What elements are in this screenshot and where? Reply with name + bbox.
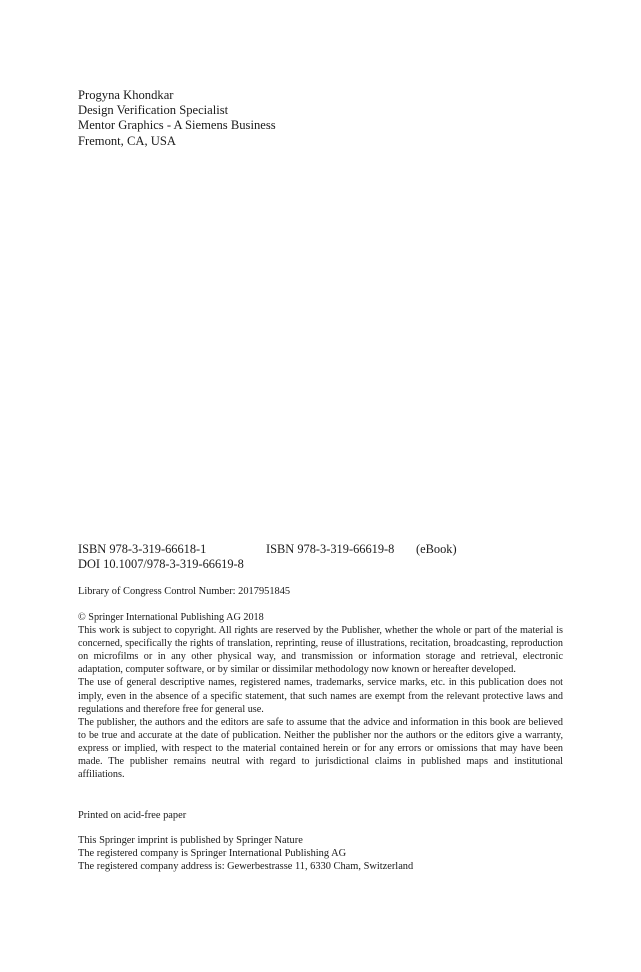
author-title: Design Verification Specialist bbox=[78, 103, 229, 118]
isbn-print: ISBN 978-3-319-66618-1 bbox=[78, 542, 207, 556]
author-location: Fremont, CA, USA bbox=[78, 133, 176, 148]
author-name: Progyna Khondkar bbox=[78, 88, 174, 102]
isbn-ebook: ISBN 978-3-319-66619-8 bbox=[266, 542, 395, 556]
paper-note: Printed on acid-free paper bbox=[78, 810, 187, 821]
names-paragraph: The use of general descriptive names, registered names, trademarks, service marks, etc. in this publication does not imply, even in the absence of a specific statement, that such names are exempt from the relevant protective laws and regulations and therefore free for general use. bbox=[78, 677, 563, 715]
isbn-ebook-label: (eBook) bbox=[416, 542, 457, 556]
imprint-line-3: The registered company address is: Gewerbestrasse 11, 6330 Cham, Switzerland bbox=[78, 861, 414, 873]
author-company: Mentor Graphics - A Siemens Business bbox=[78, 118, 276, 133]
library-of-congress-number: Library of Congress Control Number: 2017951845 bbox=[78, 586, 291, 597]
imprint-line-1: This Springer imprint is published by Springer Nature bbox=[78, 835, 303, 846]
imprint-block bbox=[78, 834, 413, 873]
disclaimer-paragraph: The publisher, the authors and the editors are safe to assume that the advice and information in this book are believed to be true and accurate at the date of publication. Neither the publisher nor the authors or the editors give a warranty, express or implied, with respect to the material contained herein or for any errors or omissions that may have been made. The publisher remains neutral with regard to jurisdictional claims in published maps and institutional affiliations. bbox=[78, 716, 563, 781]
isbn-block bbox=[78, 542, 568, 572]
doi: DOI 10.1007/978-3-319-66619-8 bbox=[78, 557, 244, 571]
imprint-line-2: The registered company is Springer International Publishing AG bbox=[78, 848, 347, 860]
author-block bbox=[78, 88, 276, 149]
isbn-row bbox=[78, 542, 568, 557]
legal-notice bbox=[78, 611, 563, 781]
copyright-line: © Springer International Publishing AG 2018 bbox=[78, 612, 264, 623]
rights-paragraph: This work is subject to copyright. All rights are reserved by the Publisher, whether the whole or part of the material is concerned, specifically the rights of translation, reprinting, reuse of illustrations, recitation, broadcasting, reproduction on microfilms or in any other physical way, and transmission or information storage and retrieval, electronic adaptation, computer software, or by similar or dissimilar methodology now known or hereafter developed. bbox=[78, 625, 563, 676]
